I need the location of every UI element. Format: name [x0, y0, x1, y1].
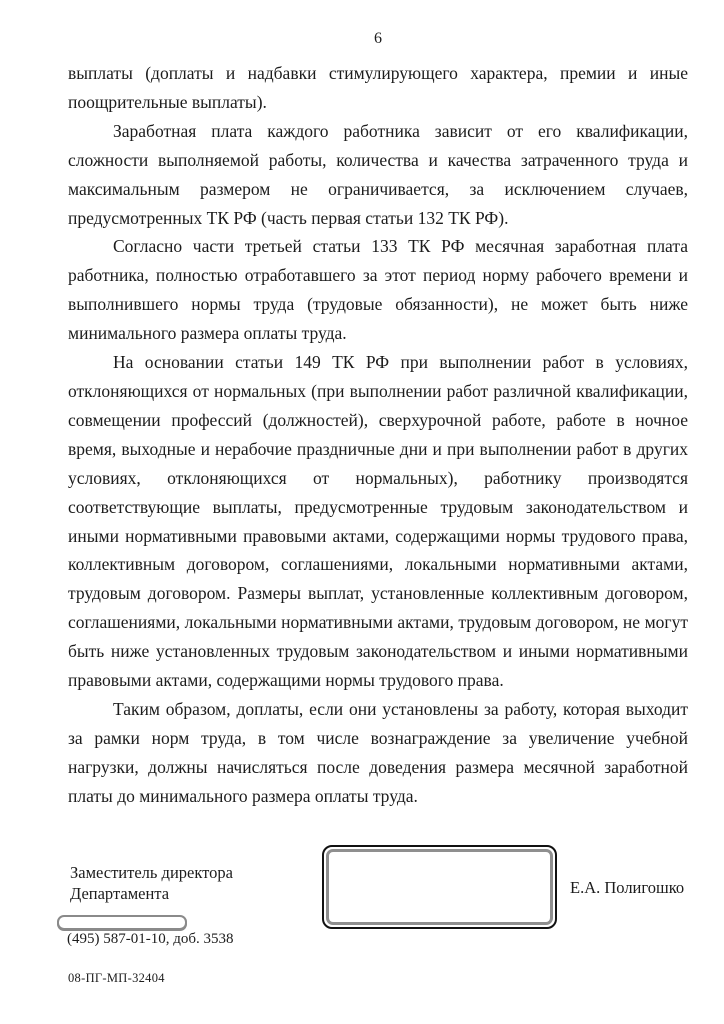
page-number: 6: [374, 30, 382, 47]
signature-redaction-box: [322, 845, 557, 929]
paragraph: На основании статьи 149 ТК РФ при выполнении работ в условиях, отклоняющихся от нормальных (при выполнении работ различной квалификации, совмещении профессий (должностей), сверхурочной работе, работе в ночное время, выходные и нерабочие праздничные дни и при выполнении работ в других условиях, отклоняющихся от нормальных), работнику производятся соответствующие выплаты, предусмотренные трудовым законодательством и иными нормативными правовыми актами, содержащими нормы трудового права, коллективным договором, соглашениями, локальными нормативными актами, трудовым договором. Размеры выплат, установленные коллективным договором, соглашениями, локальными нормативными актами, трудовым договором, не могут быть ниже установленных трудовым законодательством и иными нормативными правовыми актами, содержащими нормы трудового права.: [68, 352, 688, 691]
signer-name: Е.А. Полигошко: [570, 878, 685, 897]
signer-title: [70, 862, 233, 904]
signature-redaction-box-inner: [326, 849, 553, 925]
paragraph: Согласно части третьей статьи 133 ТК РФ месячная заработная плата работника, полностью отработавшего за этот период норму рабочего времени и выполнившего нормы труда (трудовые обязанности), не может быть ниже минимального размера оплаты труда.: [68, 236, 688, 344]
reference-code: 08-ПГ-МП-32404: [68, 971, 165, 985]
contact-redaction-box: [57, 915, 187, 930]
paragraph-continuation: выплаты (доплаты и надбавки стимулирующего характера, премии и иные поощрительные выплаты).: [68, 63, 688, 112]
contact-phone: (495) 587-01-10, доб. 3538: [67, 931, 234, 947]
paragraph: Заработная плата каждого работника зависит от его квалификации, сложности выполняемой работы, количества и качества затраченного труда и максимальным размером не ограничивается, за исключением случаев, предусмотренных ТК РФ (часть первая статьи 132 ТК РФ).: [68, 120, 688, 228]
signer-title-line2: Департамента: [70, 884, 170, 903]
signer-title-line1: Заместитель директора: [70, 863, 233, 882]
body-text: [68, 59, 688, 811]
paragraph: Таким образом, доплаты, если они установлены за работу, которая выходит за рамки норм труда, в том числе вознаграждение за увеличение учебной нагрузки, должны начисляться после доведения размера месячной заработной платы до минимального размера оплаты труда.: [68, 698, 688, 806]
